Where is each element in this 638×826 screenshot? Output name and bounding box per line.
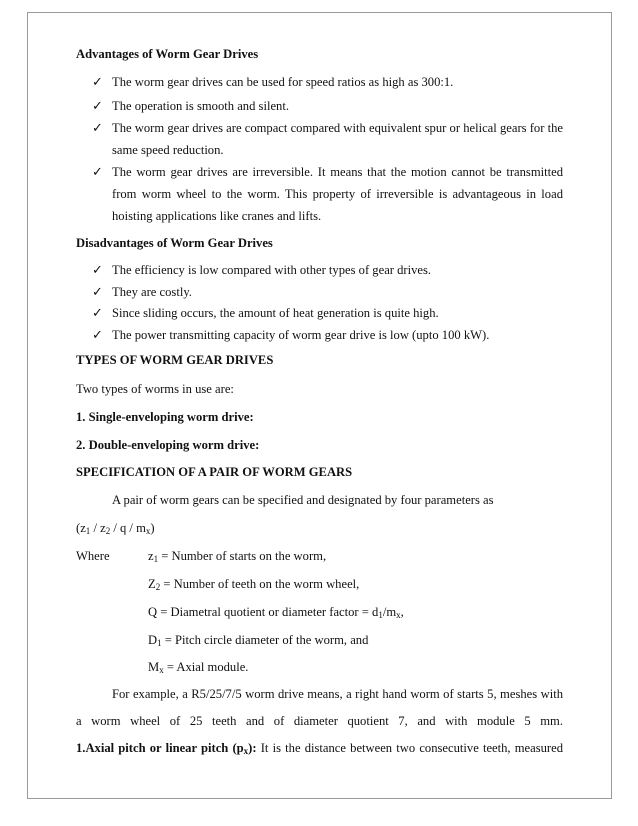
types-item-1: 1. Single-enveloping worm drive: bbox=[76, 410, 254, 424]
spec-intro: A pair of worm gears can be specified and designated by four parameters as bbox=[112, 493, 494, 507]
check-icon: ✓ bbox=[92, 305, 103, 320]
list-item: The efficiency is low compared with other types of gear drives. bbox=[112, 263, 432, 277]
spec-heading: SPECIFICATION OF A PAIR OF WORM GEARS bbox=[76, 465, 353, 479]
types-intro: Two types of worms in use are: bbox=[76, 382, 234, 396]
list-item: The worm gear drives can be used for speed ratios as high as 300:1. bbox=[112, 75, 454, 89]
check-icon: ✓ bbox=[92, 74, 103, 89]
list-item-continued: hoisting applications like cranes and lifts. bbox=[112, 209, 322, 223]
axial-pitch-definition: 1.Axial pitch or linear pitch $(p_x)$: It is the distance between two consecutive teeth, measured bbox=[76, 741, 563, 756]
advantages-heading: Advantages of Worm Gear Drives bbox=[76, 47, 259, 61]
types-item-2: 2. Double-enveloping worm drive: bbox=[76, 438, 260, 452]
list-item: The power transmitting capacity of worm gear drive is low (upto 100 kW). bbox=[112, 328, 490, 342]
list-item: The worm gear drives are compact compared with equivalent spur or helical gears for the bbox=[112, 121, 563, 135]
spec-formula: ($z_1 / z_2$ / q / $m_x$) bbox=[76, 521, 155, 536]
example-line-2: a worm wheel of 25 teeth and of diameter quotient 7, and with module 5 mm. bbox=[76, 714, 563, 728]
disadvantages-heading: Disadvantages of Worm Gear Drives bbox=[76, 236, 273, 250]
list-item: The operation is smooth and silent. bbox=[112, 99, 289, 113]
list-item: They are costly. bbox=[112, 285, 192, 299]
example-line-1: For example, a R5/25/7/5 worm drive means, a right hand worm of starts 5, meshes with bbox=[112, 687, 563, 701]
list-item: Since sliding occurs, the amount of heat generation is quite high. bbox=[112, 306, 439, 320]
types-heading: TYPES OF WORM GEAR DRIVES bbox=[76, 353, 274, 367]
definition-q: Q = Diametral quotient or diameter factor = $d_1/m_x$, bbox=[148, 605, 404, 620]
list-item-continued: from worm wheel to the worm. This property of irreversible is advantageous in load bbox=[112, 187, 563, 201]
check-icon: ✓ bbox=[92, 98, 103, 113]
check-icon: ✓ bbox=[92, 284, 103, 299]
definition-d1: $D_1$ = Pitch circle diameter of the worm, and bbox=[148, 633, 369, 648]
where-label: Where bbox=[76, 549, 110, 563]
list-item-continued: same speed reduction. bbox=[112, 143, 224, 157]
definition-z2: $Z_2$ = Number of teeth on the worm wheel, bbox=[148, 577, 360, 592]
check-icon: ✓ bbox=[92, 164, 103, 179]
definition-mx: $M_x$ = Axial module. bbox=[148, 660, 249, 675]
definition-z1: $z_1$ = Number of starts on the worm, bbox=[148, 549, 327, 564]
check-icon: ✓ bbox=[92, 120, 103, 135]
check-icon: ✓ bbox=[92, 327, 103, 342]
list-item: The worm gear drives are irreversible. It means that the motion cannot be transmitted bbox=[112, 165, 563, 179]
check-icon: ✓ bbox=[92, 262, 103, 277]
